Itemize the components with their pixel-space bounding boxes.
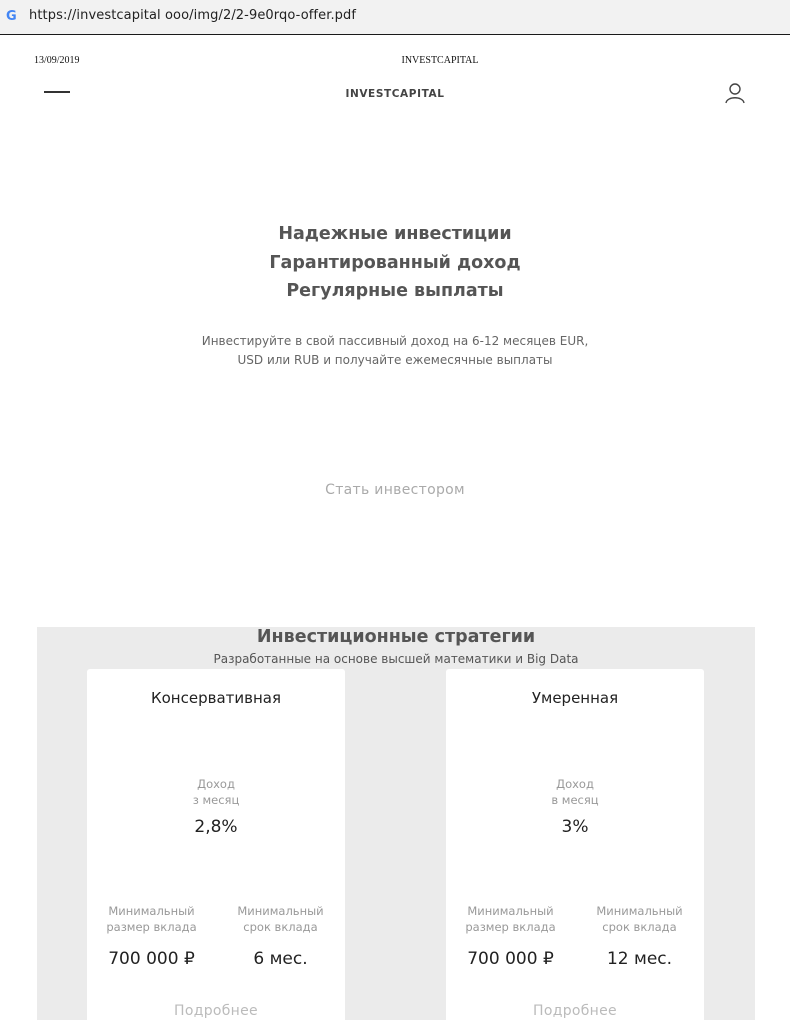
google-icon [5,7,21,23]
hero-line: Надежные инвестиции [278,224,512,244]
label-line: Минимальный [467,904,554,918]
label-line: размер вклада [465,920,556,934]
more-link[interactable]: Подробнее [533,1003,617,1019]
svg-text:G: G [6,9,17,23]
min-term-label [575,903,704,935]
income-label-line: Доход [556,777,594,791]
hero-line: Гарантированный доход [269,252,521,273]
card-title: Умеренная [531,689,619,707]
section-title: Инвестиционные стратегии [256,627,536,647]
income-value: 3% [561,817,589,837]
url-text[interactable]: https://investcapital ooo/img/2/2-9e0rqo-offer.pdf [29,8,357,23]
min-size-label [446,903,575,935]
section-subtitle: Разработанные на основе высшей математики и Big Data [213,652,579,666]
label-line: срок вклада [243,920,318,934]
min-size-value: 700 000 ₽ [108,949,195,969]
strategies-section [37,627,755,1020]
min-term-label [216,903,345,935]
min-term [575,903,704,969]
min-term [216,903,345,969]
card-title: Консервативная [150,689,281,707]
hero-headline [0,220,790,306]
label-line: Минимальный [237,904,324,918]
income-label [446,776,704,808]
hero-subtitle-line: Инвестируйте в свой пассивный доход на 6-12 месяцев EUR, [201,334,589,348]
hero-subtitle [0,332,790,370]
address-bar[interactable] [0,0,790,35]
min-size-value: 700 000 ₽ [467,949,554,969]
income-label-line: з месяц [192,793,240,807]
become-investor-button[interactable]: Стать инвестором [325,482,465,498]
hero-line: Регулярные выплаты [286,281,504,301]
label-line: Минимальный [108,904,195,918]
income-label [87,776,345,808]
label-line: срок вклада [602,920,677,934]
user-icon[interactable] [724,82,746,104]
site-logo[interactable]: INVESTCAPITAL [345,88,445,100]
label-line: размер вклада [106,920,197,934]
income-value: 2,8% [194,817,238,837]
print-date: 13/09/2019 [34,55,80,66]
income-label-line: Доход [197,777,235,791]
label-line: Минимальный [596,904,683,918]
more-link[interactable]: Подробнее [174,1003,258,1019]
strategy-card-moderate[interactable] [446,669,704,1029]
hero-subtitle-line: USD или RUB и получайте ежемесячные выплаты [237,353,553,367]
strategy-card-conservative[interactable] [87,669,345,1029]
min-term-value: 6 мес. [253,949,308,969]
min-size [446,903,575,969]
min-size-label [87,903,216,935]
print-title: INVESTCAPITAL [401,55,479,66]
min-size [87,903,216,969]
income-label-line: в месяц [551,793,599,807]
min-term-value: 12 мес. [606,949,673,969]
